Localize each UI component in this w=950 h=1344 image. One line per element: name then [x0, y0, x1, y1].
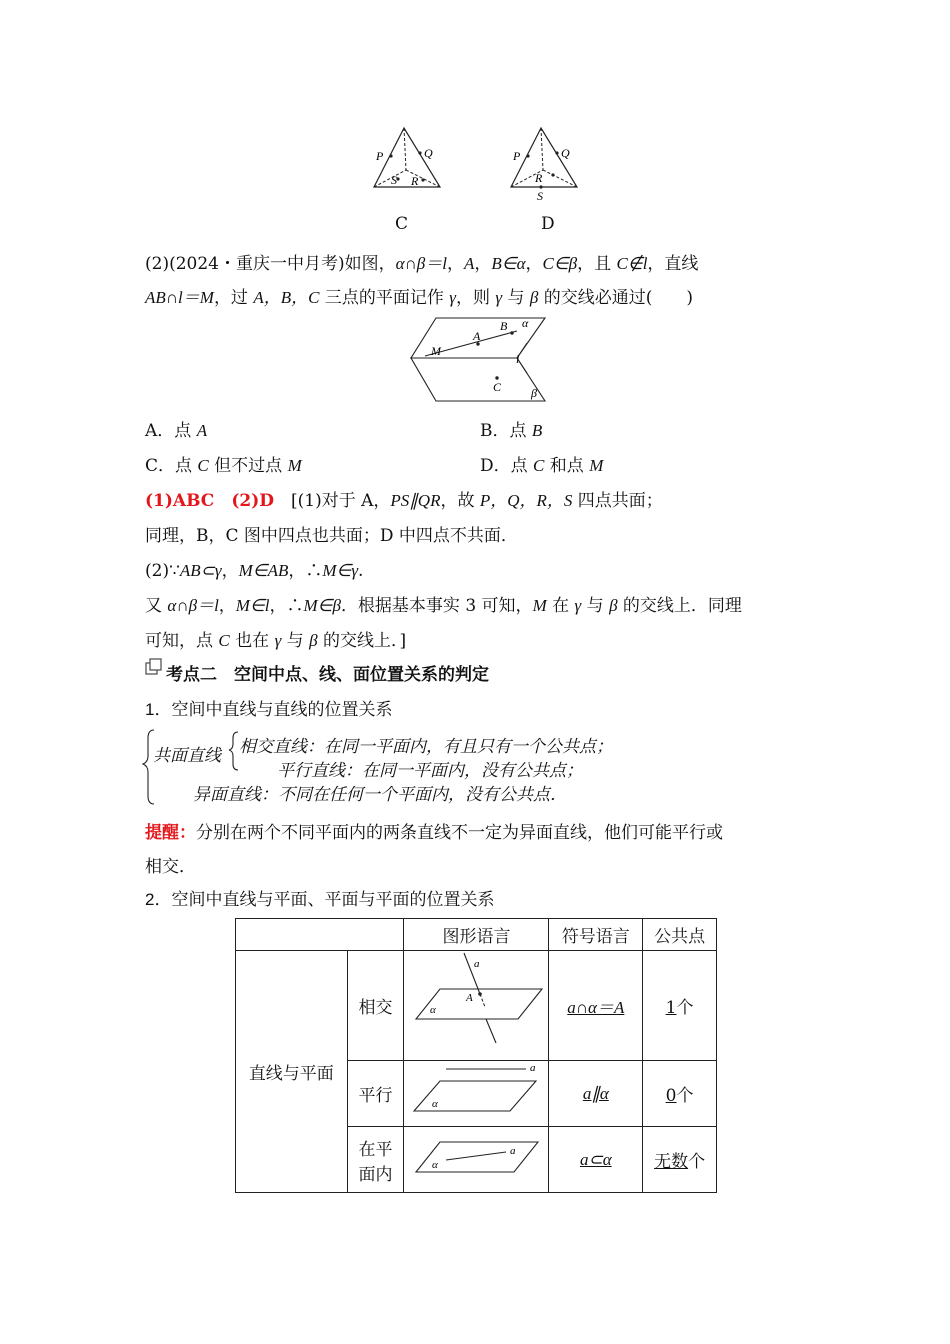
option-value: C [533, 456, 545, 475]
label-m: M [431, 344, 441, 358]
count-cell [643, 1061, 717, 1127]
expr: M∈AB [238, 561, 289, 580]
brace-intersect: 相交直线：在同一平面内，有且只有一个公共点； [239, 737, 613, 756]
brace-parallel: 平行直线：在同一平面内，没有公共点； [277, 761, 583, 780]
relation-label: 平行 [347, 1061, 404, 1127]
label-beta: β [531, 386, 537, 400]
figure-c-caption: C [395, 214, 409, 234]
figure-c [374, 128, 440, 188]
answer-text: ，故 [440, 491, 480, 511]
brace-skew: 异面直线：不同在任何一个平面内，没有公共点． [193, 785, 567, 804]
expr: AB⊂γ [179, 561, 222, 580]
line-hidden [480, 994, 485, 1007]
count-value: 1 [665, 998, 677, 1018]
figure-d [511, 128, 577, 203]
label-q: Q [424, 146, 433, 160]
gamma: γ [495, 288, 503, 307]
subsection-2: 2．空间中直线与平面、平面与平面的位置关系 [145, 890, 495, 909]
symbol: a∥α [582, 1083, 609, 1103]
label-a: A [473, 329, 481, 343]
text: 与 [581, 596, 610, 616]
text: 三点的平面记作 [319, 288, 450, 308]
relation-label-line: 面内 [358, 1164, 393, 1185]
option-value: A [196, 421, 208, 440]
expr: β [609, 596, 618, 615]
tip-label: 提醒： [145, 823, 196, 843]
point-p [389, 154, 392, 157]
count-unit: 个 [676, 998, 694, 1018]
answer-text: [(1)对于 A， [291, 491, 391, 511]
count-cell [643, 1127, 717, 1193]
count-unit: 个 [688, 1152, 706, 1172]
text: 的交线必通过( ) [538, 288, 694, 308]
label-r: R [535, 171, 543, 185]
symbol-cell [549, 1061, 643, 1127]
figure-cell [404, 1061, 549, 1127]
section-marker-icon [145, 658, 165, 678]
text: 的交线上．] [317, 631, 407, 651]
option-a [145, 416, 207, 441]
tip-line2: 相交． [145, 857, 196, 877]
table-row [236, 951, 717, 1061]
point-q [418, 151, 421, 154]
text: ，∴ [269, 596, 304, 616]
tetra-c-hidden-edge [404, 128, 406, 170]
label-s: S [391, 173, 397, 187]
q2-cond: B∈α [491, 254, 526, 273]
text: ，∴ [288, 561, 323, 581]
option-label: A．点 [145, 421, 197, 441]
tetrahedron-figures [360, 120, 600, 210]
in-plane-figure [406, 1132, 546, 1182]
answer-line3 [145, 556, 363, 581]
option-label: B．点 [480, 421, 532, 441]
text: (2)∵ [145, 561, 180, 581]
tip-line1 [145, 818, 723, 843]
label-a-line: a [474, 958, 480, 970]
q2-line2 [145, 283, 693, 308]
brace-coplanar: 共面直线 [153, 746, 221, 765]
answer-line5 [145, 626, 406, 651]
symbol-cell [549, 951, 643, 1061]
section-title: 考点二 空间中点、线、面位置关系的判定 [166, 665, 489, 684]
table-header-row [236, 919, 717, 951]
sep: ， [525, 254, 543, 274]
q2-line1 [145, 249, 698, 274]
tetra-d-hidden-edge [541, 128, 543, 170]
label-a: a [530, 1062, 536, 1074]
plane-beta [411, 358, 545, 401]
q2-prefix: (2)(2024・重庆一中月考)如图， [145, 254, 396, 274]
point-r [551, 173, 554, 176]
relation-label [347, 1127, 404, 1193]
group-label: 直线与平面 [236, 951, 348, 1193]
planes-figure [405, 313, 550, 407]
table-header: 图形语言 [404, 919, 549, 951]
answer-line2: 同理，B，C 图中四点也共面；D 中四点不共面． [145, 526, 518, 546]
expr: M [532, 596, 547, 615]
text: 与 [502, 288, 530, 308]
relation-label-line: 在平 [358, 1139, 393, 1160]
q2-cond: α∩β＝l [395, 254, 447, 273]
option-text: 和点 [544, 456, 590, 476]
label-alpha: α [432, 1159, 439, 1171]
q2-cond: C∈β [542, 254, 578, 273]
text: ， [218, 596, 236, 616]
answer-line1 [145, 486, 663, 511]
answer-line4 [145, 591, 742, 616]
relation-table [235, 918, 717, 1193]
text: 与 [281, 631, 310, 651]
symbol: a⊂α [579, 1149, 612, 1169]
option-value: M [589, 456, 604, 475]
label-a-point: A [466, 992, 474, 1004]
intersect-figure [406, 951, 546, 1055]
expr: γ [574, 596, 582, 615]
text: 在 [546, 596, 575, 616]
q2-cond: C∉l [616, 254, 648, 273]
expr: M∈l [235, 596, 270, 615]
option-label: C．点 [145, 456, 198, 476]
point-b [510, 331, 513, 334]
option-value: B [531, 421, 543, 440]
table-header: 公共点 [643, 919, 717, 951]
text: 可知，点 [145, 631, 219, 651]
label-r: R [411, 174, 419, 188]
sep: ， [447, 254, 464, 274]
label-b: B [500, 319, 508, 333]
answer-1: (1)ABC [145, 491, 215, 511]
point-r [421, 178, 424, 181]
table-header: 符号语言 [549, 919, 643, 951]
answer-text: 四点共面； [572, 491, 663, 511]
point-q [555, 151, 558, 154]
label-a: a [510, 1145, 516, 1157]
symbol-cell [549, 1127, 643, 1193]
table-header-empty [236, 919, 404, 951]
label-p: P [513, 149, 521, 163]
answer-points: P，Q，R，S [479, 491, 573, 510]
expr: M∈β [303, 596, 341, 615]
count-cell [643, 951, 717, 1061]
relation-label: 相交 [347, 951, 404, 1061]
answer-rel: PS∥QR [390, 491, 441, 510]
option-b [480, 416, 542, 441]
text: 也在 [229, 631, 275, 651]
label-s: S [537, 189, 543, 203]
text: 的交线上．同理 [617, 596, 742, 616]
option-c [145, 451, 302, 476]
text: ，过 [213, 288, 254, 308]
text: ， [221, 561, 239, 581]
q2-cond: A [464, 254, 475, 273]
q2-suffix: ，直线 [647, 254, 699, 274]
point-p [526, 154, 529, 157]
point-a [479, 992, 483, 996]
text: ，则 [455, 288, 496, 308]
subsection-1: 1．空间中直线与直线的位置关系 [145, 700, 393, 719]
sep: ，且 [577, 254, 617, 274]
count-unit: 个 [676, 1086, 694, 1106]
beta: β [529, 288, 539, 307]
text: . [358, 561, 364, 581]
q2-cond: AB∩l＝M [145, 288, 214, 307]
answer-2: (2)D [231, 491, 274, 511]
option-d [480, 451, 603, 476]
symbol: a∩α＝A [567, 998, 625, 1017]
label-c: C [493, 380, 502, 394]
label-l: l [516, 352, 520, 366]
option-value: M [287, 456, 302, 475]
label-alpha: α [432, 1098, 439, 1110]
count-value: 无数 [654, 1152, 689, 1172]
figure-cell [404, 951, 549, 1061]
text: ．根据基本事实 3 可知， [340, 596, 533, 616]
text: 又 [145, 596, 168, 616]
expr: β [309, 631, 318, 650]
figure-d-caption: D [541, 214, 555, 234]
expr: α∩β＝l [167, 596, 219, 615]
tip-text: 分别在两个不同平面内的两条直线不一定为异面直线，他们可能平行或 [196, 823, 723, 843]
q2-points: A，B，C [253, 288, 320, 307]
label-alpha: α [430, 1004, 437, 1016]
parallel-figure [406, 1061, 546, 1121]
sep: ， [474, 254, 492, 274]
gamma: γ [449, 288, 456, 307]
option-text: 但不过点 [208, 456, 288, 476]
option-label: D．点 [480, 456, 534, 476]
figure-cell [404, 1127, 549, 1193]
option-value: C [197, 456, 209, 475]
expr: C [218, 631, 230, 650]
expr: M∈γ [322, 561, 359, 580]
label-alpha: α [522, 316, 529, 330]
expr: γ [274, 631, 282, 650]
label-q: Q [561, 146, 570, 160]
line-lower [486, 1019, 496, 1043]
count-value: 0 [665, 1086, 677, 1106]
line-a [446, 1152, 506, 1160]
label-p: P [376, 149, 384, 163]
